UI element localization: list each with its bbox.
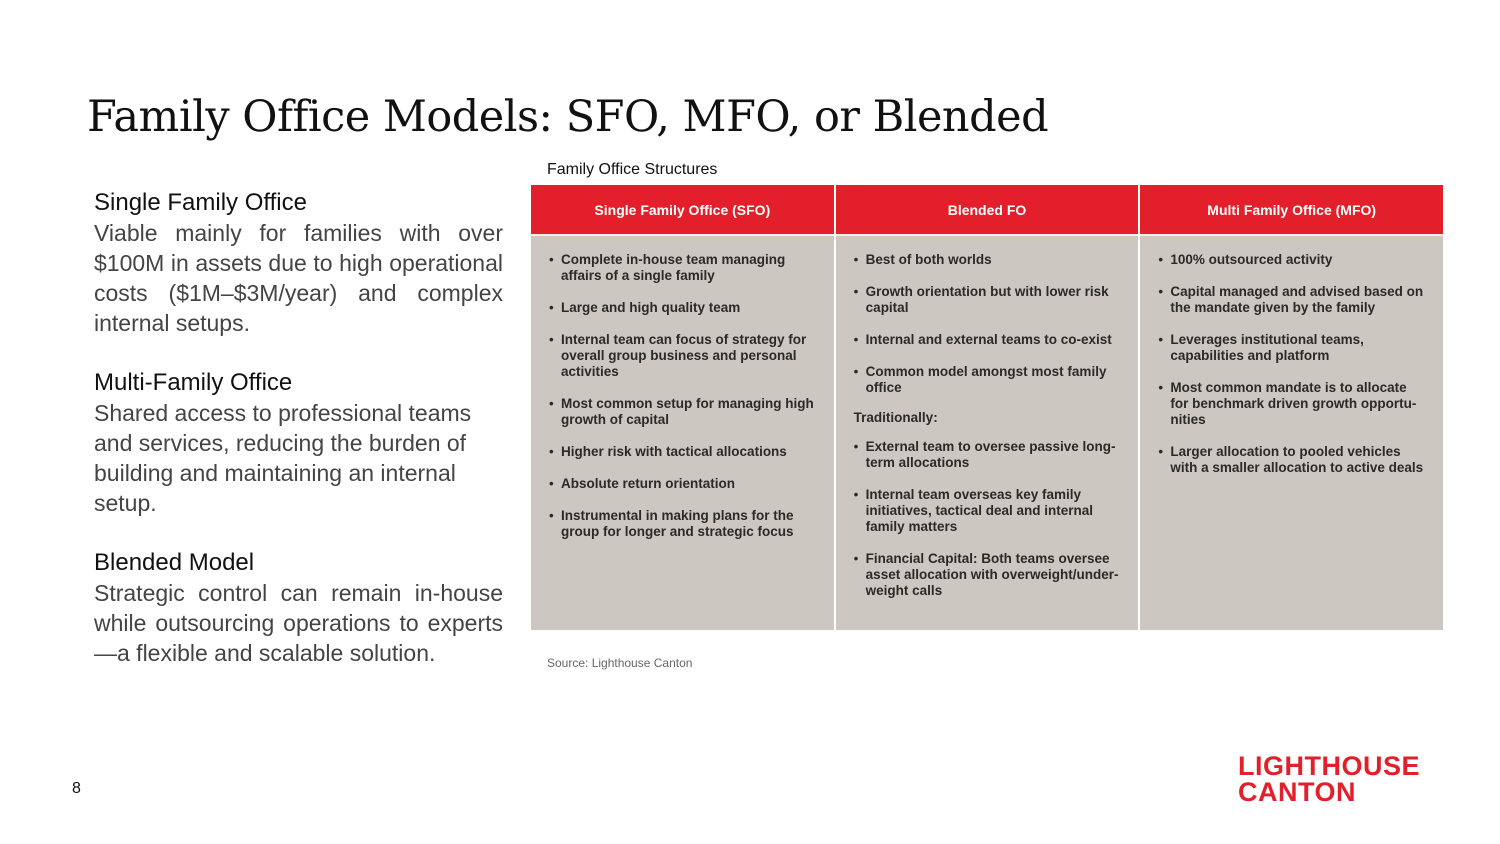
sfo-body: Viable mainly for families with over $100M in assets due to high operational costs ($1M–$3M/year) and complex internal setups.: [94, 220, 503, 336]
mfo-heading: Multi-Family Office: [94, 369, 293, 396]
table-column-sfo: [531, 185, 834, 630]
blended-list: [854, 252, 1121, 396]
left-column: [94, 188, 503, 698]
list-item: • Internal team overseas key family initiatives, tactical deal and internal family matters: [854, 487, 1121, 535]
traditionally-subheading: Traditionally:: [853, 410, 938, 425]
logo-line-2: CANTON: [1238, 777, 1357, 807]
list-item: • Absolute return orientation: [549, 476, 816, 492]
family-office-structures-table: [531, 185, 1443, 630]
table-column-blended: [834, 185, 1139, 630]
list-item: • 100% outsourced activity: [1158, 252, 1425, 268]
blended-body: Strategic control can remain in-house while outsourcing operations to experts —a flexible and scalable solution.: [94, 580, 503, 666]
lighthouse-canton-logo: [1238, 753, 1420, 805]
list-item: • Most common mandate is to allocate for benchmark driven growth opportu-nities: [1158, 380, 1425, 428]
list-item: • Common model amongst most family office: [854, 364, 1121, 396]
list-item: • Leverages institutional teams, capabilities and platform: [1158, 332, 1425, 364]
list-item: • Most common setup for managing high growth of capital: [549, 396, 816, 428]
list-item: • Internal team can focus of strategy for overall group business and personal activities: [549, 332, 816, 380]
list-item: • Large and high quality team: [549, 300, 816, 316]
logo-line-1: LIGHTHOUSE: [1238, 751, 1421, 781]
sfo-heading: Single Family Office: [94, 189, 307, 216]
sfo-section: [94, 188, 503, 338]
sfo-list: [549, 252, 816, 540]
blended-section: [94, 548, 503, 668]
table-header-sfo: Single Family Office (SFO): [531, 185, 834, 236]
blended-heading: Blended Model: [94, 549, 255, 576]
list-item: • Capital managed and advised based on the mandate given by the family: [1158, 284, 1425, 316]
mfo-body: Shared access to professional teams and services, reducing the burden of building and maintaining an internal setup.: [94, 400, 472, 516]
table-column-mfo: [1138, 185, 1443, 630]
table-header-blended: Blended FO: [836, 185, 1139, 236]
blended-traditional-list: [854, 439, 1121, 599]
list-item: • Complete in-house team managing affairs of a single family: [549, 252, 816, 284]
slide-title: Family Office Models: SFO, MFO, or Blended: [87, 92, 1049, 142]
list-item: • Growth orientation but with lower risk capital: [854, 284, 1121, 316]
mfo-section: [94, 368, 503, 518]
list-item: • Financial Capital: Both teams oversee asset allocation with overweight/under-weight calls: [854, 551, 1121, 599]
list-item: • Higher risk with tactical allocations: [549, 444, 816, 460]
list-item: • Larger allocation to pooled vehicles with a smaller allocation to active deals: [1158, 444, 1425, 476]
list-item: • Best of both worlds: [854, 252, 1121, 268]
figure-source: Source: Lighthouse Canton: [547, 656, 693, 670]
figure-caption: Family Office Structures: [547, 161, 718, 178]
mfo-list: [1158, 252, 1425, 476]
page-number: 8: [72, 780, 81, 797]
list-item: • Instrumental in making plans for the group for longer and strategic focus: [549, 508, 816, 540]
list-item: • External team to oversee passive long-term allocations: [854, 439, 1121, 471]
list-item: • Internal and external teams to co-exist: [854, 332, 1121, 348]
table-header-mfo: Multi Family Office (MFO): [1140, 185, 1443, 236]
